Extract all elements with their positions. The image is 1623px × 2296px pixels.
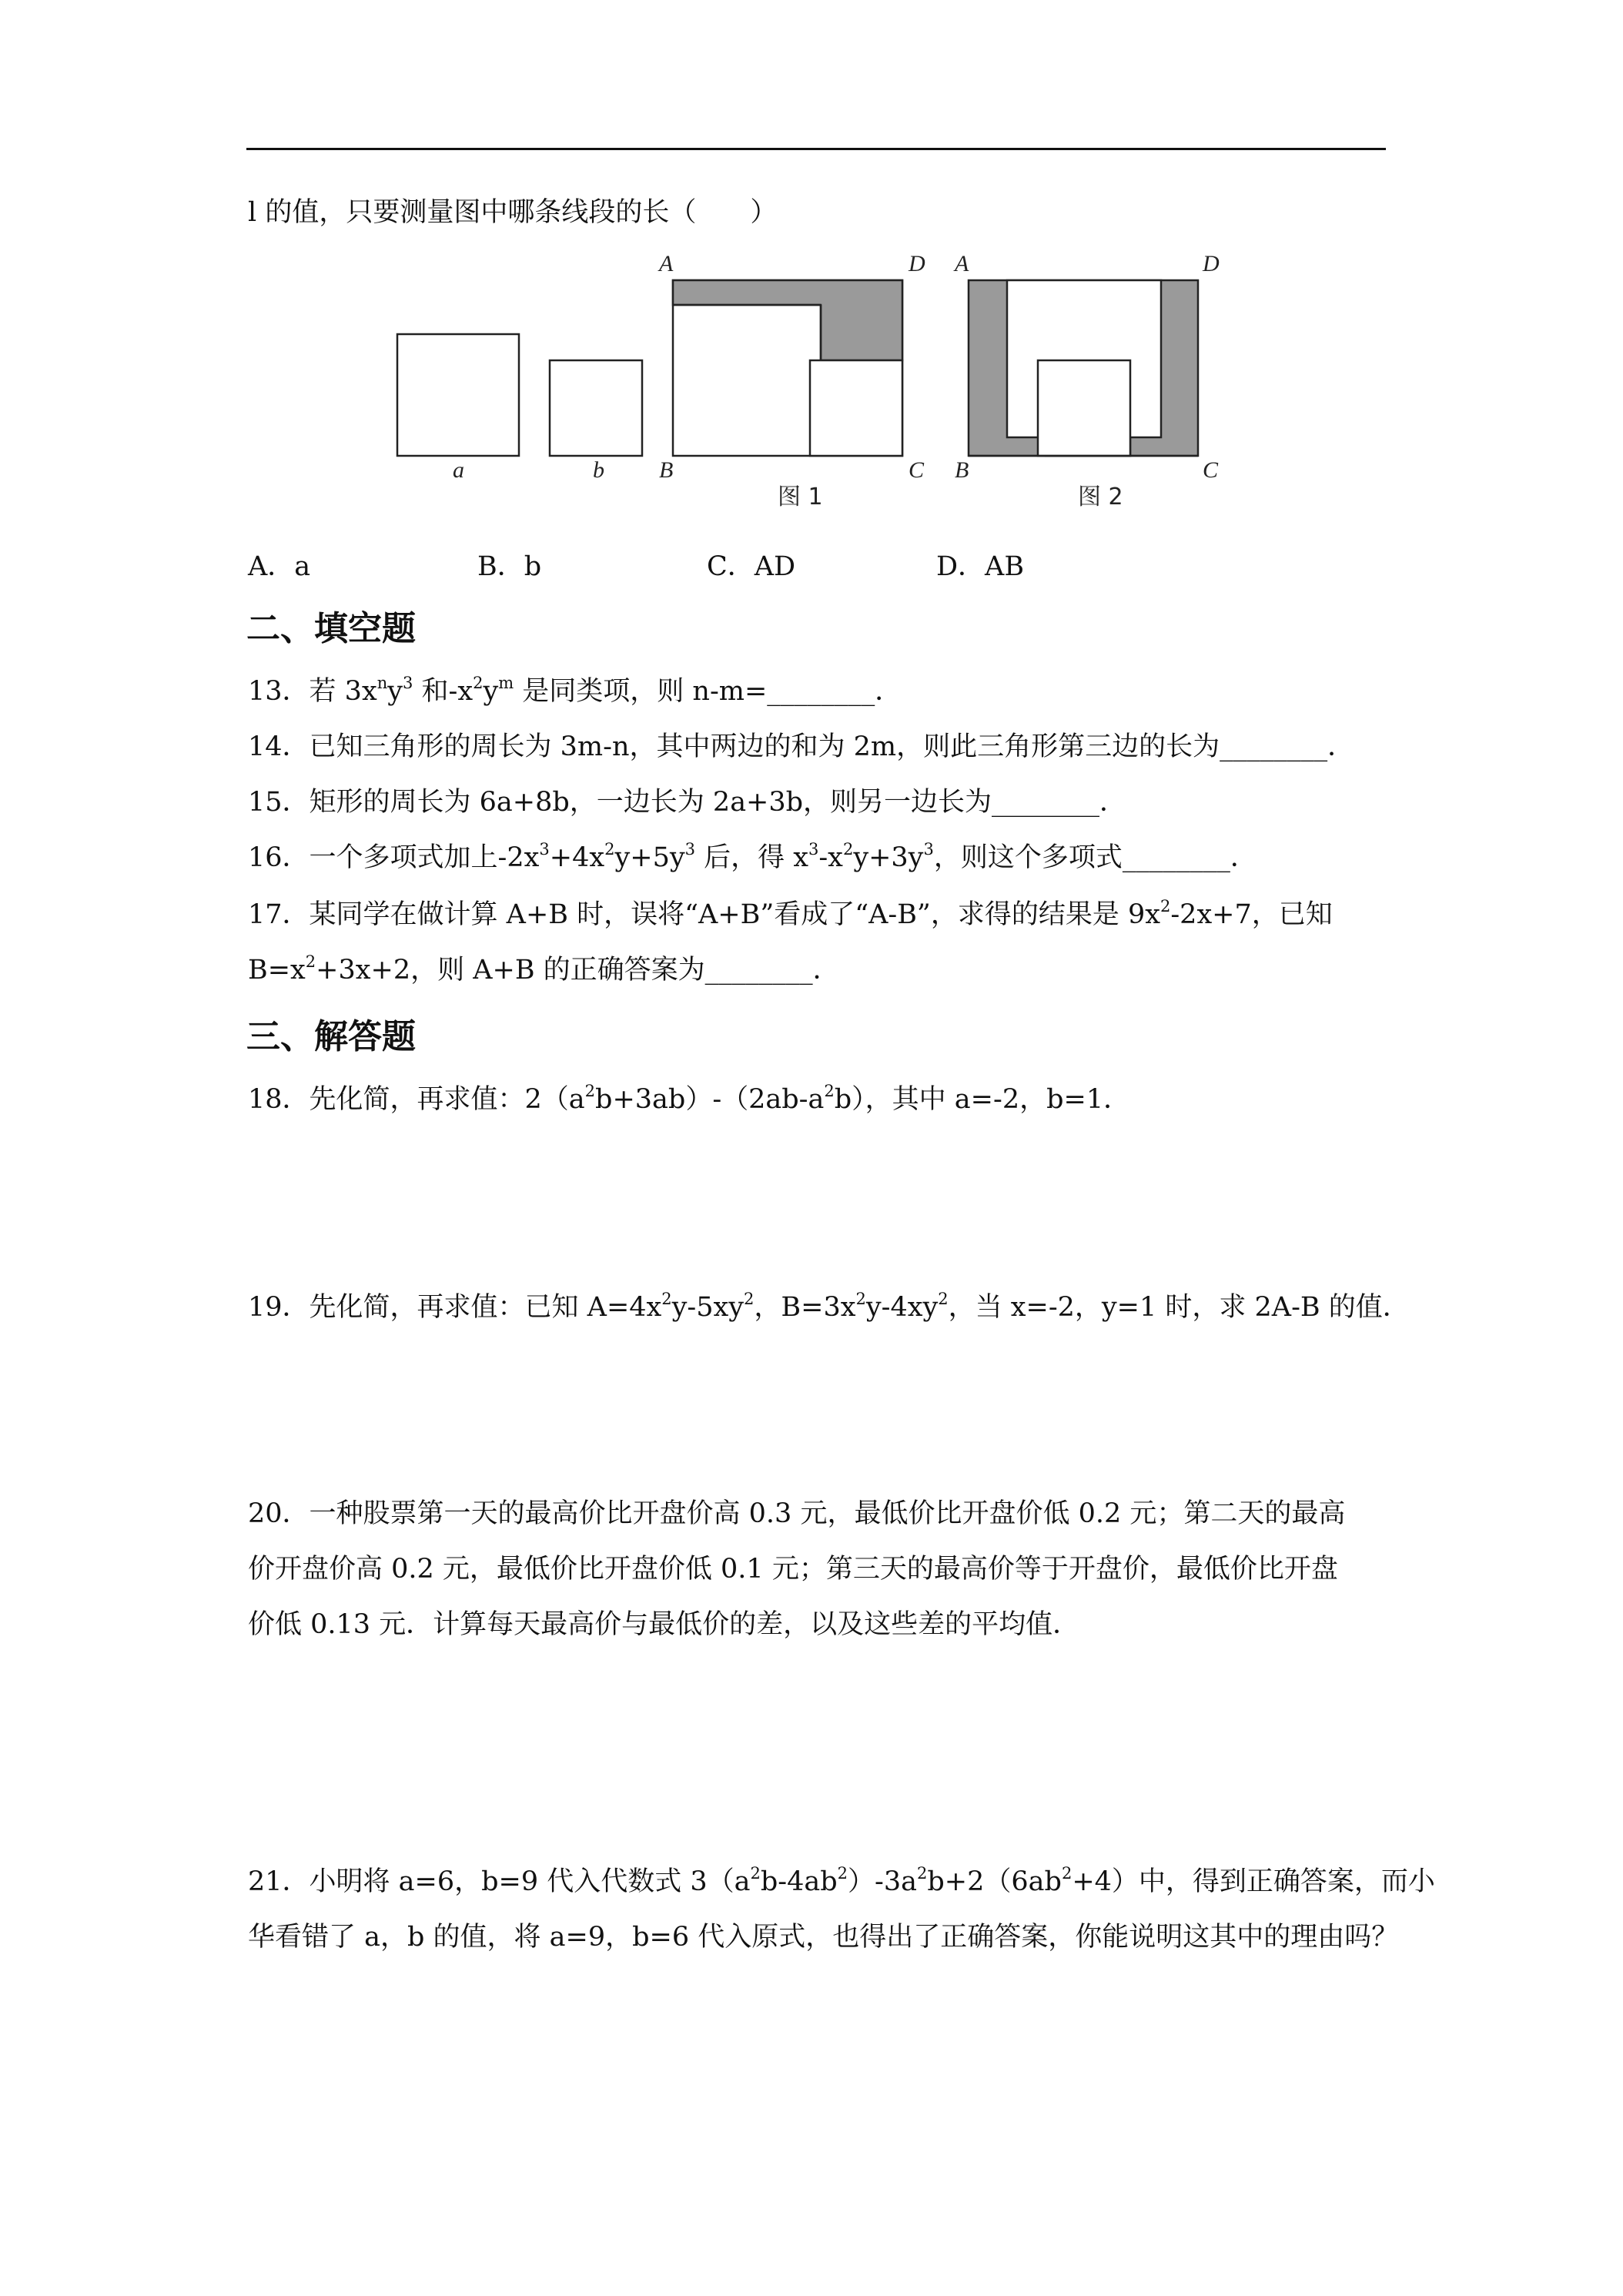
q15: 15．矩形的周长为 6a+8b，一边长为 2a+3b，则另一边长为________．: [248, 787, 1127, 818]
fig2-caption: 图 2: [1078, 484, 1123, 510]
q17-line-1: 17．某同学在做计算 A+B 时，误将“A+B”看成了“A-B”，求得的结果是 $9x^2-2x+7$，已知: [248, 897, 1333, 930]
q20-line-3: 价低 0.13 元．计算每天最高价与最低价的差，以及这些差的平均值．: [248, 1609, 1080, 1640]
q12-figure: [385, 251, 1220, 516]
fig2-label-A: A: [955, 251, 969, 276]
q20-line-1: 20．一种股票第一天的最高价比开盘价高 0.3 元，最低价比开盘价低 0.2 元；第二天的最高: [248, 1498, 1346, 1529]
q12-option-d: D．AB: [936, 551, 1025, 582]
fig2-label-D: D: [1203, 251, 1220, 276]
q18: 18．先化简，再求值：$2(a^2b+3ab)-(2ab-a^2b)$，其中 a=-2，b=1．: [248, 1082, 1131, 1115]
q21-line-1: 21．小明将 a=6，b=9 代入代数式 $3(a^2b-4ab^2)-3a^2b+2(6ab^2+4)$中，得到正确答案，而小: [248, 1864, 1435, 1897]
q13: 13．若 $3x^ny^3$ 和$-x^2y^m$ 是同类项，则 n-m=________．: [248, 674, 902, 707]
fig2-label-B: B: [955, 457, 969, 483]
section-3-title: 三、解答题: [246, 1017, 416, 1056]
q14: 14．已知三角形的周长为 3m-n，其中两边的和为 2m，则此三角形第三边的长为________．: [248, 731, 1355, 762]
fig1-shaded-region: [673, 280, 902, 360]
q20-line-2: 价开盘价高 0.2 元，最低价比开盘价低 0.1 元；第三天的最高价等于开盘价，最低价比开盘: [248, 1554, 1338, 1585]
q12-option-b: B．b: [477, 551, 542, 582]
q16: 16．一个多项式加上$-2x^3+4x^2y+5y^3$ 后，得 $x^3-x^2y+3y^3$，则这个多项式________．: [248, 840, 1257, 873]
figure-2: [953, 251, 1220, 510]
figure-1: [658, 251, 925, 510]
q19: 19．先化简，再求值：已知 $A=4x^2y-5xy^2$，$B=3x^2y-4xy^2$，当 x=-2，y=1 时，求 2A-B 的值．: [248, 1290, 1410, 1323]
fig1-label-C: C: [909, 457, 925, 483]
fig1-label-D: D: [909, 251, 925, 276]
fig1-label-B: B: [659, 457, 674, 483]
fig2-square-b: [1038, 360, 1130, 456]
section-2-title: 二、填空题: [246, 609, 416, 648]
fig1-label-A: A: [659, 251, 674, 276]
fig1-caption: 图 1: [778, 484, 823, 510]
square-a-label: a: [453, 457, 464, 483]
fig1-square-b: [810, 360, 902, 456]
q12-stem: l 的值，只要测量图中哪条线段的长（ ）: [248, 197, 778, 228]
q12-option-a: A．a: [248, 551, 311, 582]
square-b-label: b: [593, 457, 604, 483]
square-b: [550, 360, 642, 456]
q17-line-2: $B=x^2+3x+2$，则 A+B 的正确答案为________．: [248, 952, 840, 986]
q21-line-2: 华看错了 a，b 的值，将 a=9，b=6 代入原式，也得出了正确答案，你能说明这其中的理由吗？: [248, 1922, 1399, 1953]
fig2-label-C: C: [1203, 457, 1219, 483]
header-rule: [246, 148, 1386, 150]
square-a: [397, 334, 519, 456]
q12-option-c: C．AD: [707, 551, 796, 582]
